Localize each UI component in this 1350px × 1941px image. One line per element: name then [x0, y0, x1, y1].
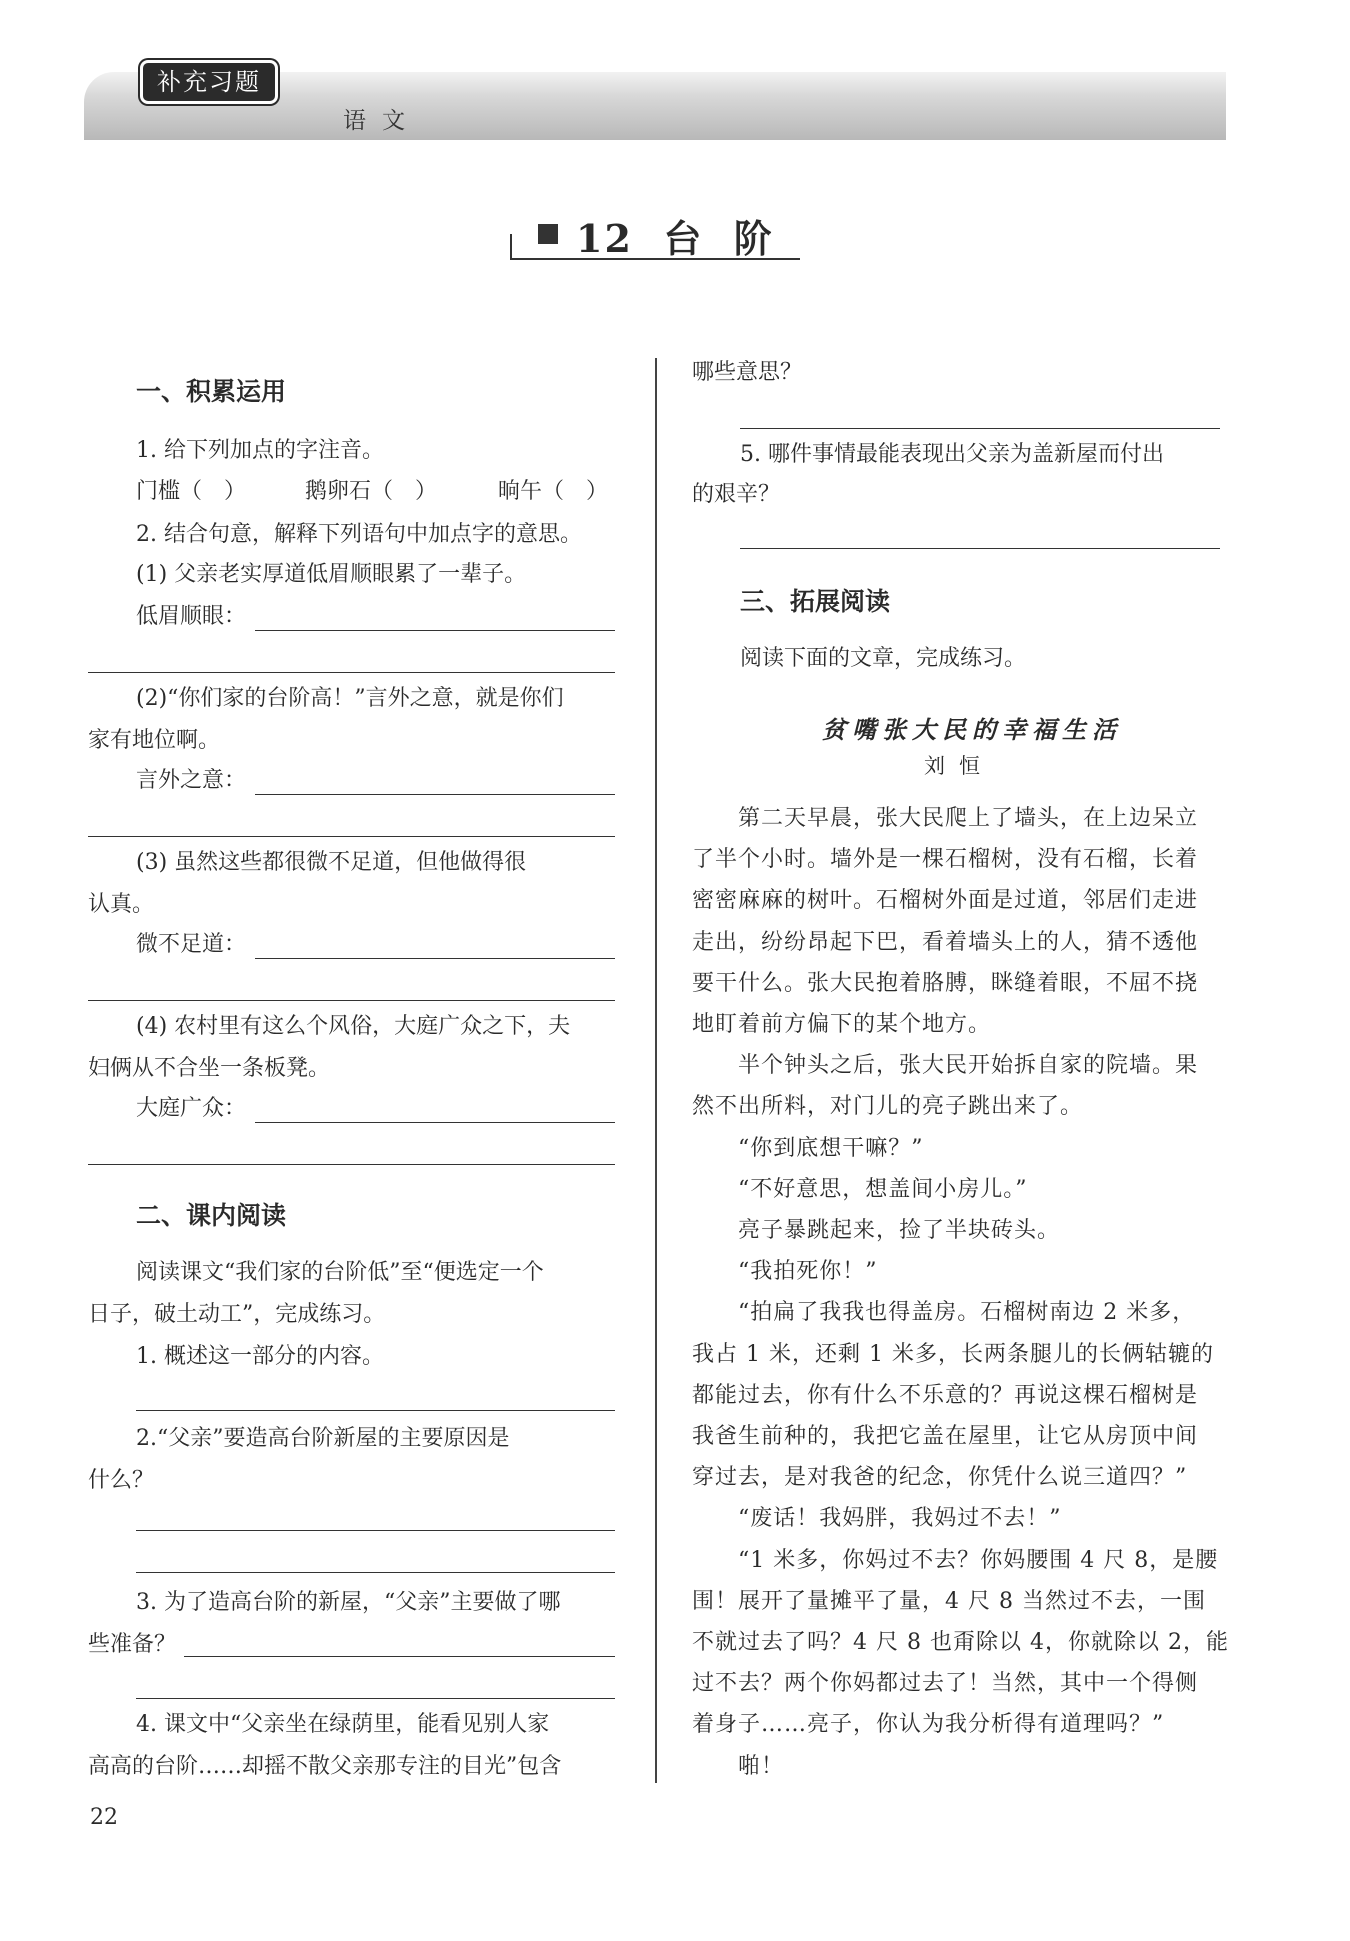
- reading-intro: 阅读课文“我们家的台阶低”至“便选定一个: [136, 1260, 544, 1285]
- answer-line[interactable]: [255, 958, 615, 959]
- section-heading-1: 一、积累运用: [136, 377, 287, 406]
- article-line: 亮子暴跳起来，捡了半块砖头。: [692, 1218, 1061, 1243]
- q1-item-1: 门槛（ ）: [136, 479, 247, 504]
- header-tag: 补充习题: [140, 60, 278, 104]
- article-line: 半个钟头之后，张大民开始拆自家的院墙。果: [692, 1053, 1199, 1079]
- article-line: 着身子……亮子，你认为我分析得有道理吗？”: [692, 1712, 1165, 1738]
- q2-1-label: 低眉顺眼：: [136, 604, 247, 629]
- answer-line[interactable]: [255, 630, 615, 631]
- reading-q2: 2.“父亲”要造高台阶新屋的主要原因是: [136, 1426, 510, 1451]
- question-2-3-cont: 认真。: [88, 892, 155, 917]
- article-line: 啪！: [692, 1753, 785, 1779]
- answer-line[interactable]: [136, 1698, 615, 1699]
- question-2-1: (1) 父亲老实厚道低眉顺眼累了一辈子。: [136, 562, 527, 587]
- answer-line[interactable]: [88, 1000, 615, 1001]
- extended-reading-intro: 阅读下面的文章，完成练习。: [740, 646, 1027, 671]
- question-2-2-cont: 家有地位啊。: [88, 728, 221, 753]
- article-line: 走出，纷纷昂起下巴，看着墙头上的人，猜不透他: [692, 929, 1199, 955]
- article-line: 了半个小时。墙外是一棵石榴树，没有石榴，长着: [692, 847, 1199, 873]
- answer-line[interactable]: [88, 672, 615, 673]
- reading-q4-end: 哪些意思？: [692, 360, 803, 385]
- answer-line[interactable]: [740, 548, 1220, 549]
- reading-q3-cont: 些准备？: [88, 1632, 177, 1657]
- article-line: 第二天早晨，张大民爬上了墙头，在上边呆立: [692, 806, 1199, 831]
- article-line: 地盯着前方偏下的某个地方。: [692, 1012, 992, 1037]
- article-line: 穿过去，是对我爸的纪念，你凭什么说三道四？”: [692, 1465, 1188, 1491]
- article-line: “我拍死你！”: [692, 1259, 878, 1285]
- question-2-3: (3) 虽然这些都很微不足道，但他做得很: [136, 850, 527, 875]
- lesson-title: 12 台 阶: [576, 216, 774, 261]
- answer-line[interactable]: [136, 1410, 615, 1411]
- page-number: 22: [90, 1805, 118, 1830]
- reading-q5-cont: 的艰辛？: [692, 482, 781, 507]
- reading-q5: 5. 哪件事情最能表现出父亲为盖新屋而付出: [740, 442, 1164, 467]
- lesson-title-box: [510, 208, 800, 260]
- article-line: 要干什么。张大民抱着胳膊，眯缝着眼，不屈不挠: [692, 970, 1199, 996]
- article-title: 贫嘴张大民的幸福生活: [822, 715, 1122, 744]
- column-divider: [655, 358, 657, 1783]
- answer-line[interactable]: [255, 794, 615, 795]
- q2-3-label: 微不足道：: [136, 932, 247, 957]
- reading-intro-cont: 日子，破土动工”，完成练习。: [88, 1302, 386, 1327]
- question-1: 1. 给下列加点的字注音。: [136, 438, 384, 463]
- reading-q4: 4. 课文中“父亲坐在绿荫里，能看见别人家: [136, 1712, 550, 1737]
- article-line: 我占 1 米，还剩 1 米多，长两条腿儿的长俩轱辘的: [692, 1341, 1214, 1367]
- header-subject: 语文: [343, 108, 421, 134]
- answer-line[interactable]: [740, 428, 1220, 429]
- article-line: 都能过去，你有什么不乐意的？再说这棵石榴树是: [692, 1382, 1199, 1408]
- article-line: “废话！我妈胖，我妈过不去！”: [692, 1506, 1062, 1532]
- section-heading-3: 三、拓展阅读: [740, 587, 891, 616]
- reading-q1: 1. 概述这一部分的内容。: [136, 1344, 384, 1369]
- article-line: “不好意思，想盖间小房儿。”: [692, 1176, 1028, 1202]
- article-line: 不就过去了吗？4 尺 8 也甭除以 4，你就除以 2，能: [692, 1630, 1229, 1655]
- question-2-2: (2)“你们家的台阶高！”言外之意，就是你们: [136, 686, 564, 711]
- question-2-4: (4) 农村里有这么个风俗，大庭广众之下，夫: [136, 1014, 571, 1039]
- article-line: 然不出所料，对门儿的亮子跳出来了。: [692, 1094, 1084, 1120]
- article-line: “1 米多，你妈过不去？你妈腰围 4 尺 8，是腰: [692, 1547, 1219, 1573]
- article-line: “你到底想干嘛？”: [692, 1135, 924, 1161]
- article-line: 密密麻麻的树叶。石榴树外面是过道，邻居们走进: [692, 888, 1199, 914]
- q2-4-label: 大庭广众：: [136, 1096, 247, 1121]
- q1-item-3: 晌午（ ）: [498, 479, 609, 504]
- answer-line[interactable]: [136, 1530, 615, 1531]
- title-square-icon: [538, 224, 558, 244]
- q1-item-2: 鹅卵石（ ）: [305, 479, 438, 504]
- article-line: “拍扁了我我也得盖房。石榴树南边 2 米多，: [692, 1300, 1196, 1326]
- question-2: 2. 结合句意，解释下列语句中加点字的意思。: [136, 522, 582, 547]
- article-line: 围！展开了量摊平了量，4 尺 8 当然过不去，一围: [692, 1588, 1206, 1614]
- answer-line[interactable]: [184, 1656, 615, 1657]
- answer-line[interactable]: [136, 1572, 615, 1573]
- article-line: 我爸生前种的，我把它盖在屋里，让它从房顶中间: [692, 1424, 1199, 1449]
- answer-line[interactable]: [88, 836, 615, 837]
- q2-2-label: 言外之意：: [136, 768, 247, 793]
- reading-q2-cont: 什么？: [88, 1468, 155, 1493]
- answer-line[interactable]: [255, 1122, 615, 1123]
- reading-q3: 3. 为了造高台阶的新屋，“父亲”主要做了哪: [136, 1590, 561, 1615]
- question-2-4-cont: 妇俩从不合坐一条板凳。: [88, 1056, 331, 1081]
- article-line: 过不去？两个你妈都过去了！当然，其中一个得侧: [692, 1671, 1199, 1697]
- reading-q4-cont: 高高的台阶……却摇不散父亲那专注的目光”包含: [88, 1754, 562, 1779]
- section-heading-2: 二、课内阅读: [136, 1201, 287, 1230]
- answer-line[interactable]: [88, 1164, 615, 1165]
- article-author: 刘恒: [924, 754, 994, 778]
